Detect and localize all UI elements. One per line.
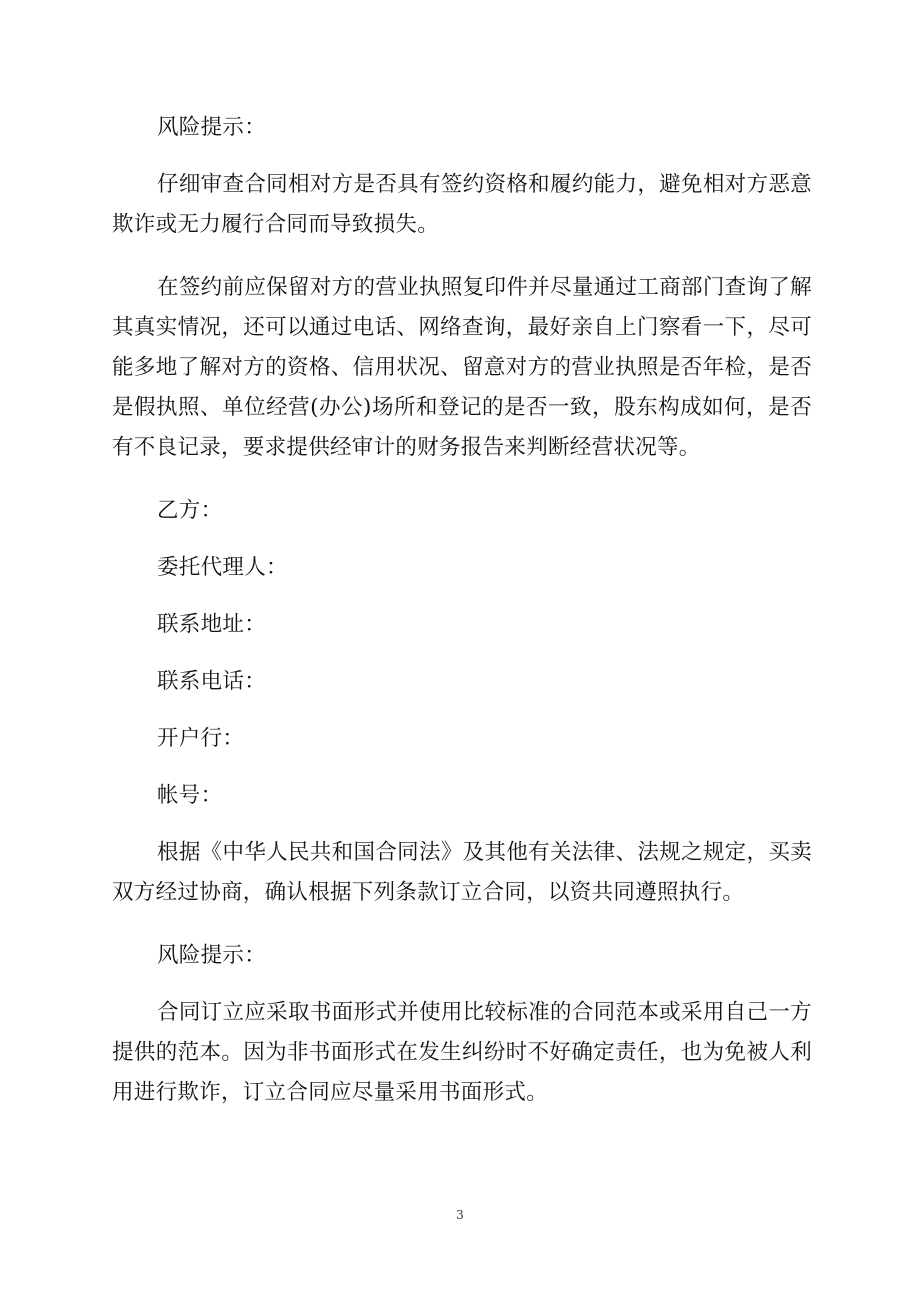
paragraph-review-counterparty: 仔细审查合同相对方是否具有签约资格和履约能力，避免相对方恶意欺诈或无力履行合同而导致损失。 xyxy=(112,172,812,237)
risk-tip-heading: 风险提示： xyxy=(157,115,267,140)
paragraph-contract-law: 根据《中华人民共和国合同法》及其他有关法律、法规之规定，买卖双方经过协商，确认根据下列条款订立合同，以资共同遵照执行。 xyxy=(112,840,812,905)
party-b-label: 乙方： xyxy=(157,498,223,523)
document-body xyxy=(112,108,812,1136)
account-label: 帐号： xyxy=(157,783,223,808)
paragraph-written-form: 合同订立应采取书面形式并使用比较标准的合同范本或采用自己一方提供的范本。因为非书面形式在发生纠纷时不好确定责任，也为免被人利用进行欺诈，订立合同应尽量采用书面形式。 xyxy=(112,1000,812,1105)
agent-label: 委托代理人： xyxy=(157,555,288,580)
risk-tip-heading-2: 风险提示： xyxy=(157,943,267,968)
paragraph-business-license: 在签约前应保留对方的营业执照复印件并尽量通过工商部门查询了解其真实情况，还可以通过电话、网络查询，最好亲自上门察看一下，尽可能多地了解对方的资格、信用状况、留意对方的营业执照是否年检，是否是假执照、单位经营(办公)场所和登记的是否一致，股东构成如何，是否有不良记录，要求提供经审计的财务报告来判断经营状况等。 xyxy=(112,275,812,460)
page-number: 3 xyxy=(456,1208,464,1222)
bank-label: 开户行： xyxy=(157,726,245,751)
contact-phone-label: 联系电话： xyxy=(157,669,267,694)
contact-address-label: 联系地址： xyxy=(157,612,267,637)
